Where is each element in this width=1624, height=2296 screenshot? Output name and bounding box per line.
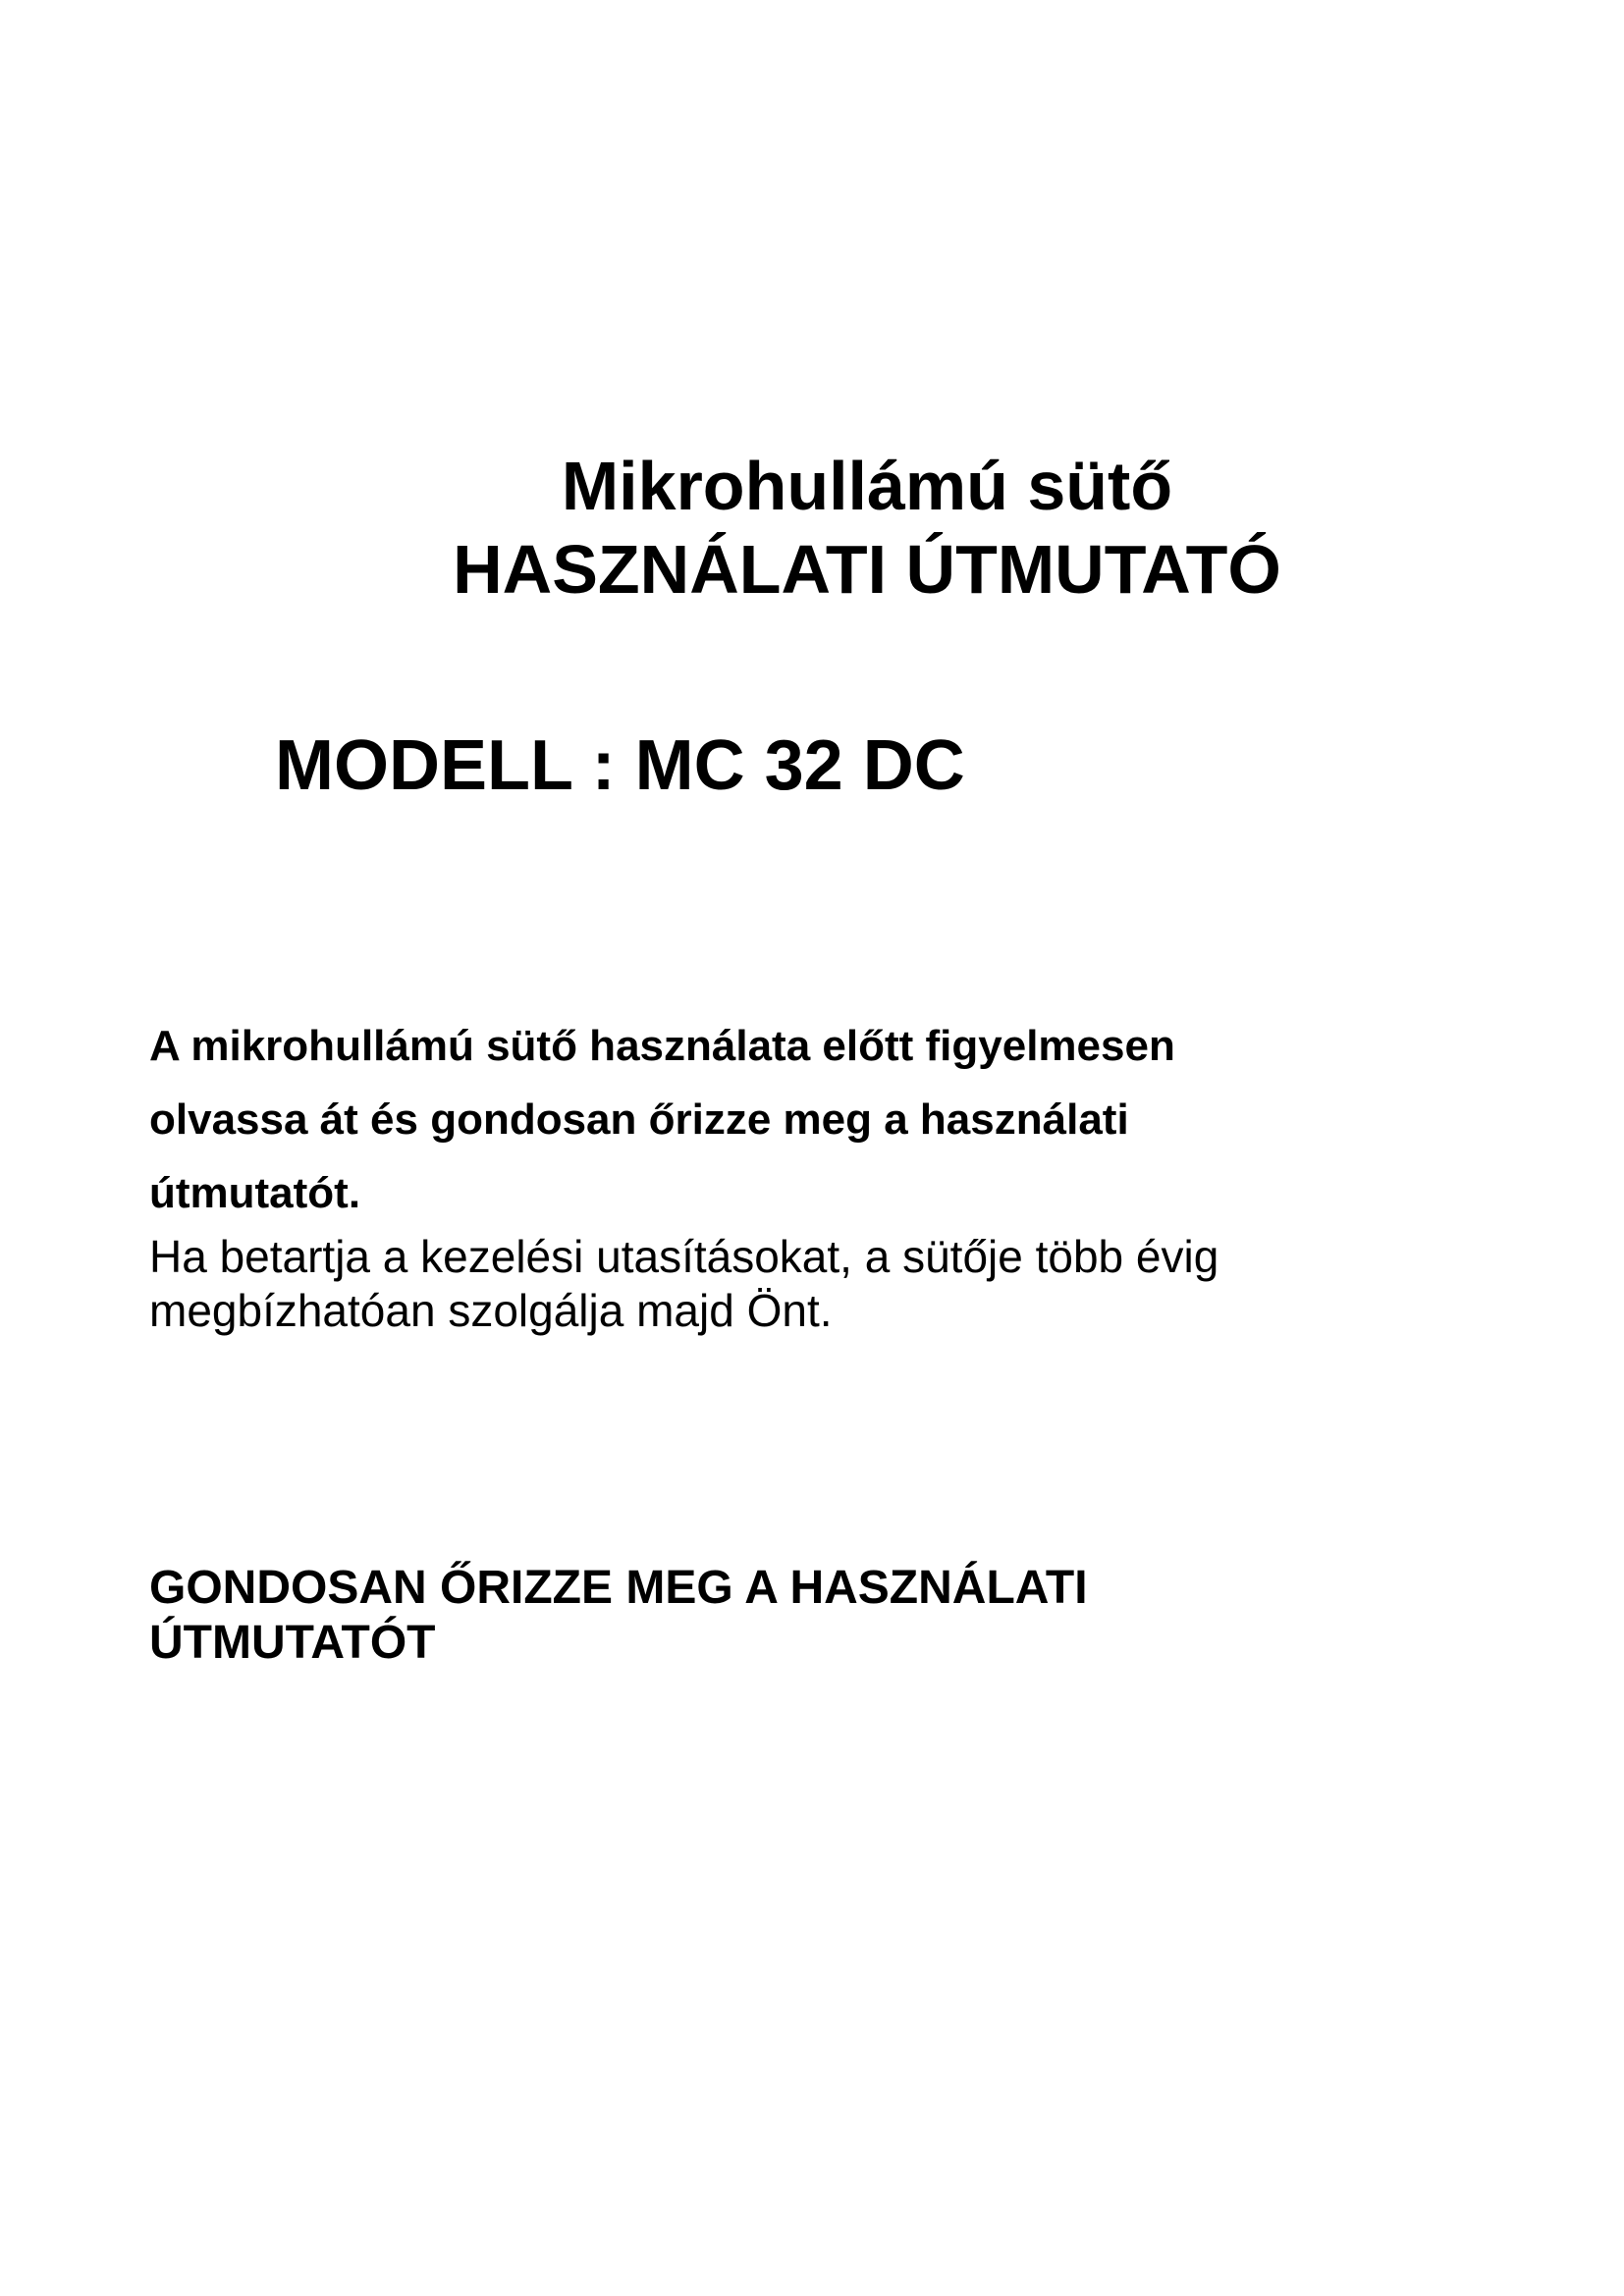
intro-regular-line-1: Ha betartja a kezelési utasításokat, a sütője több évig xyxy=(149,1231,1219,1282)
warning-line-2: ÚTMUTATÓT xyxy=(149,1617,436,1669)
intro-paragraph xyxy=(149,1009,1426,1338)
intro-bold-line-3: útmutatót. xyxy=(149,1169,361,1217)
intro-bold-line-2: olvassa át és gondosan őrizze meg a használati xyxy=(149,1095,1129,1144)
intro-bold-line-1: A mikrohullámú sütő használata előtt figyelmesen xyxy=(149,1022,1175,1070)
document-title-line-2: HASZNÁLATI ÚTMUTATÓ xyxy=(453,531,1281,608)
document-title-line-1: Mikrohullámú sütő xyxy=(561,448,1173,524)
intro-regular-line-2: megbízhatóan szolgálja majd Önt. xyxy=(149,1285,833,1336)
model-heading: MODELL : MC 32 DC xyxy=(275,726,965,805)
keep-manual-warning xyxy=(149,1561,1475,1671)
warning-line-1: GONDOSAN ŐRIZZE MEG A HASZNÁLATI xyxy=(149,1562,1088,1614)
